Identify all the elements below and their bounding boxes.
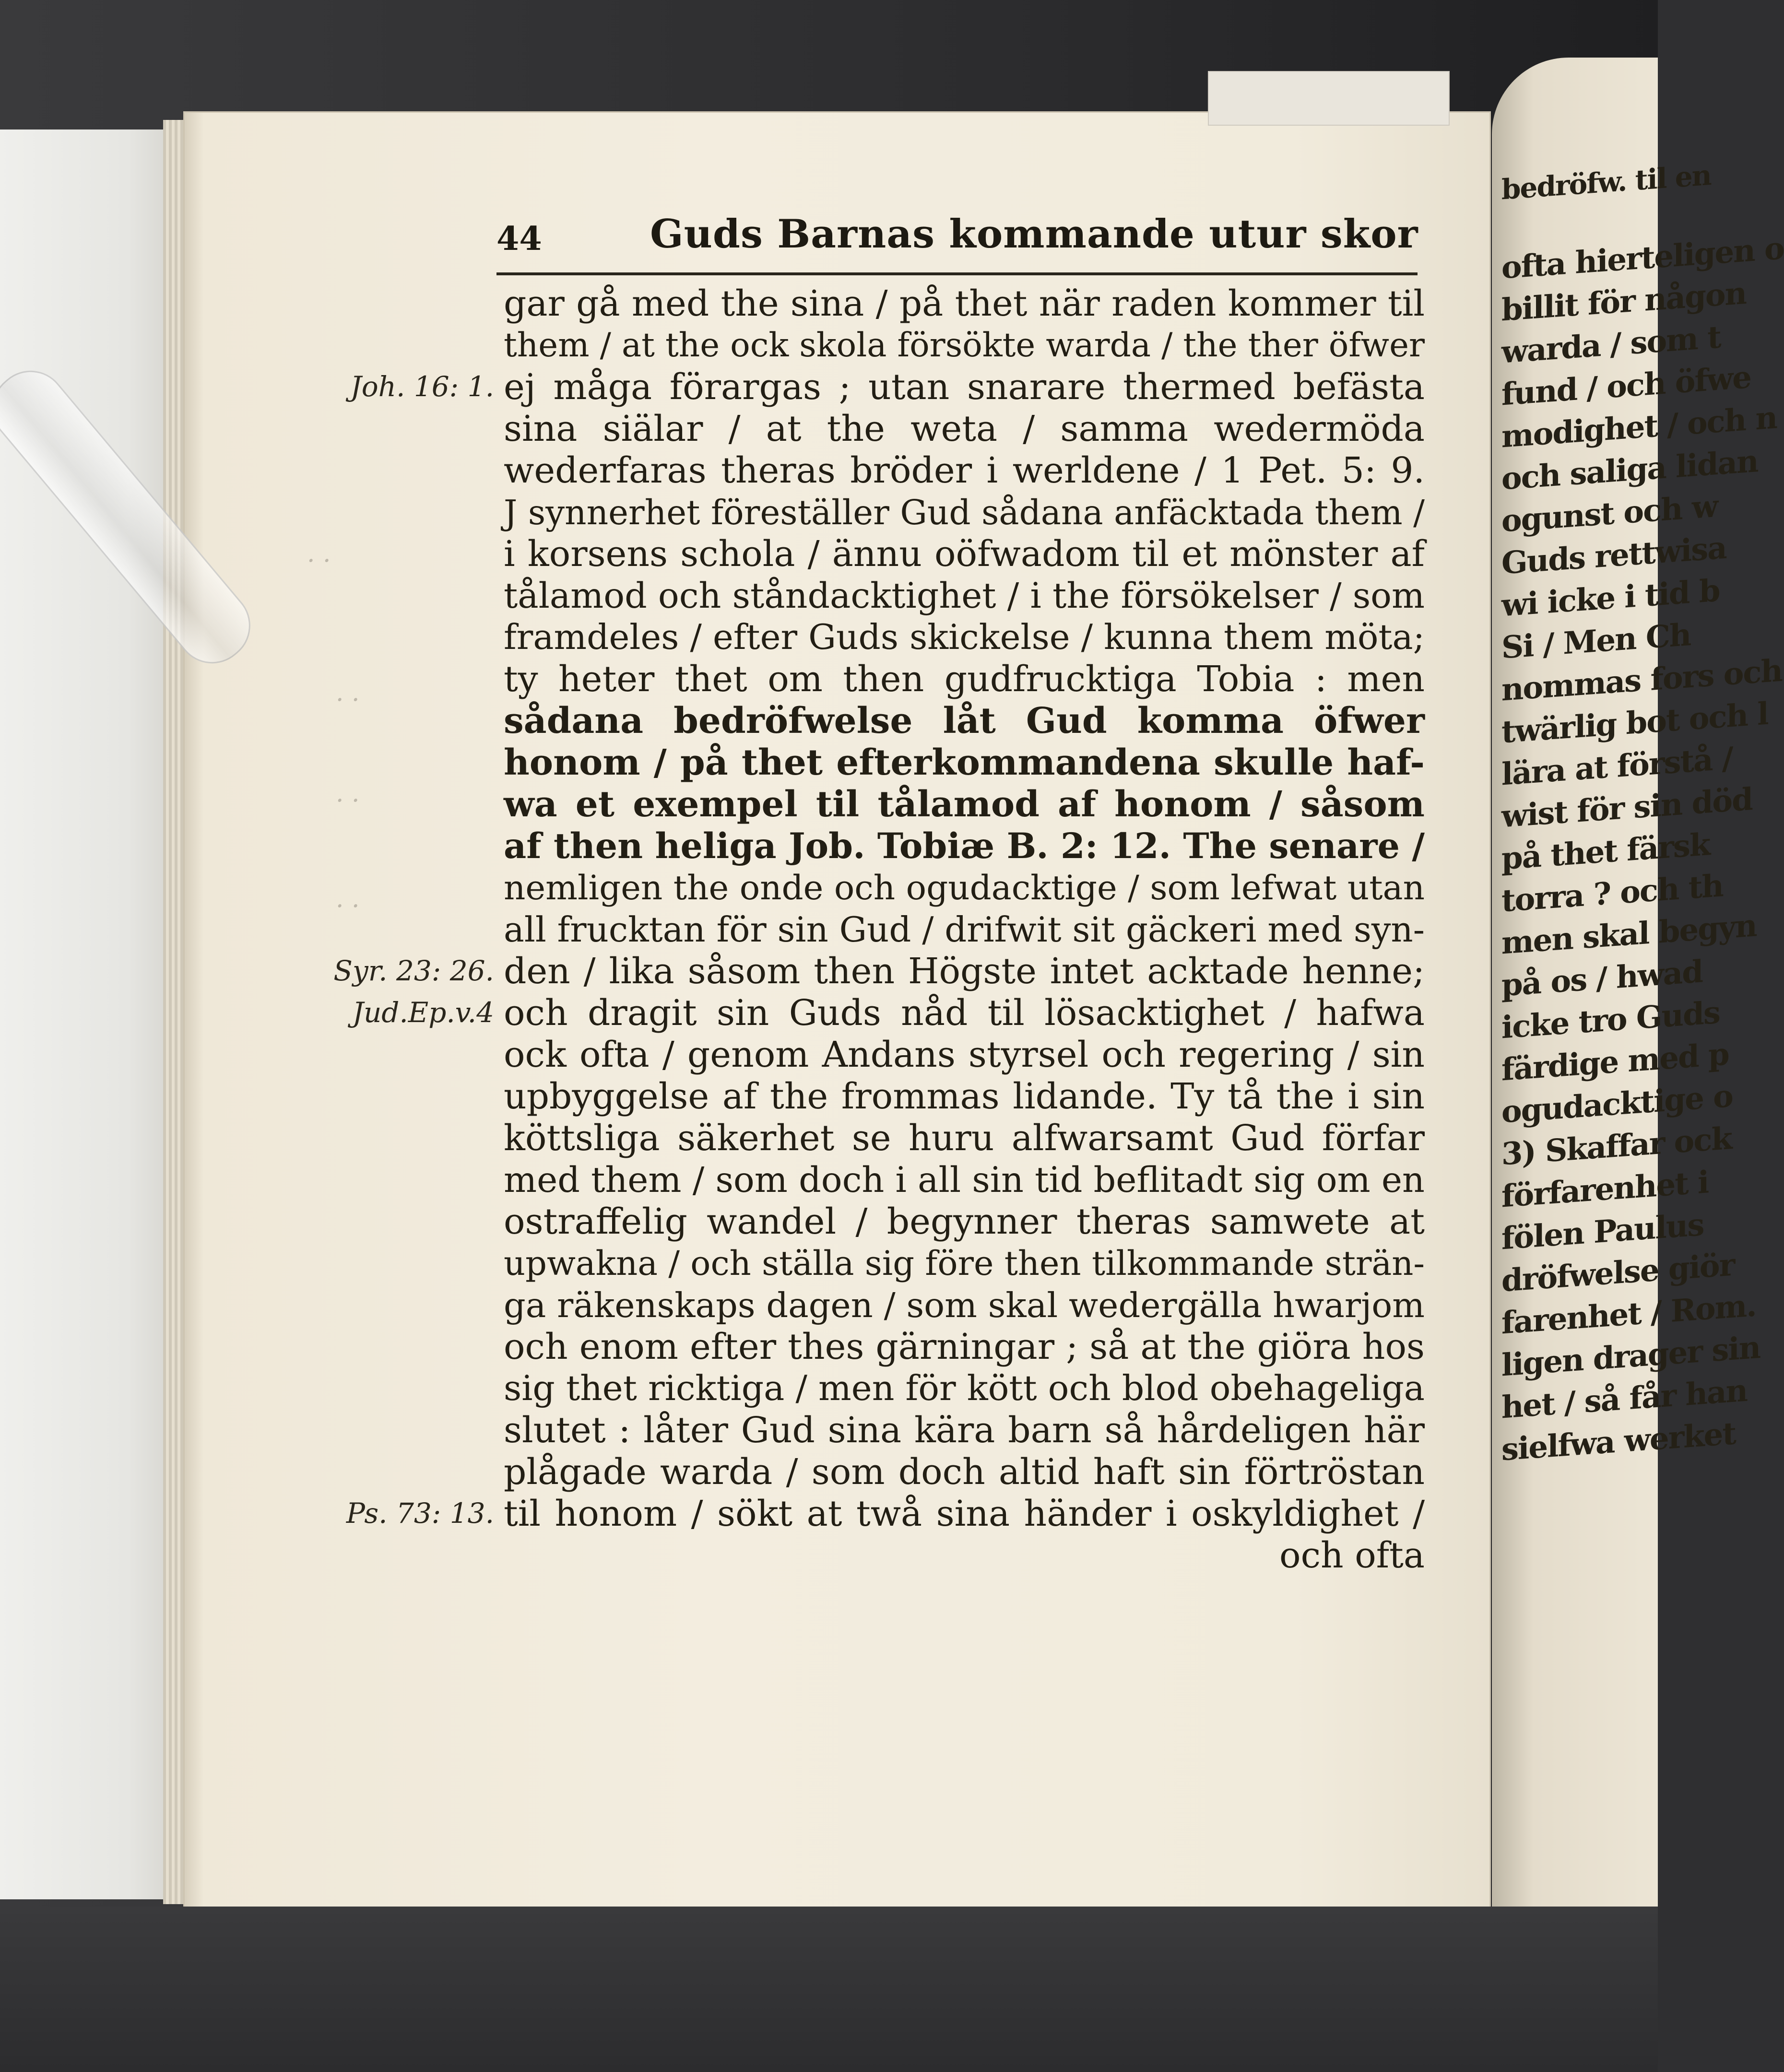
page-number: 44 — [496, 220, 542, 258]
text-line: J synnerhet föreställer Gud sådana anfäcktada them / — [504, 493, 1425, 532]
text-line: framdeles / efter Guds skickelse / kunna them möta; — [504, 617, 1425, 658]
text-line: ej måga förargas ; utan snarare thermed befästa — [504, 366, 1425, 408]
text-line: köttsliga säkerhet se huru alfwarsamt Gud förfar — [504, 1118, 1425, 1159]
text-line: wa et exempel til tålamod af honom / såsom — [504, 784, 1425, 825]
facing-text-line: men skal begyn — [1501, 907, 1757, 962]
margin-reference: Ps. 73: 13. — [346, 1497, 494, 1530]
text-line: upbyggelse af the frommas lidande. Ty tå the i sin — [504, 1076, 1425, 1117]
facing-text-line: 3) Skaffar ock — [1501, 1120, 1732, 1173]
text-line: plågade warda / som doch altid haft sin förtröstan — [504, 1451, 1425, 1493]
facing-text-line: Guds rettwisa — [1501, 530, 1726, 582]
facing-text-line: modighet / och n — [1501, 400, 1777, 455]
gutter-shadow — [185, 113, 204, 1907]
facing-text-line: ligen drager sin — [1501, 1329, 1760, 1384]
facing-text-line: lära at förstå / — [1501, 740, 1733, 793]
facing-text-line: förfarenhet i — [1501, 1164, 1709, 1215]
facing-text-line: farenhet / Rom. — [1501, 1287, 1756, 1342]
text-line: them / at the ock skola försökte warda / the ther öfwer — [504, 326, 1425, 365]
catchword: och ofta — [1279, 1535, 1425, 1576]
show-through-mark: · · — [307, 547, 331, 576]
body-text — [504, 283, 1425, 1577]
scan-base — [0, 1907, 1658, 2072]
facing-text-line: på os / hwad — [1501, 954, 1702, 1004]
facing-text-line: ogunst och w — [1501, 488, 1717, 540]
facing-text-line: icke tro Guds — [1501, 994, 1720, 1046]
text-line: af then heliga Job. Tobiæ B. 2: 12. The senare / — [504, 826, 1425, 867]
facing-text-line: ogudacktige o — [1501, 1078, 1733, 1130]
facing-text-line: het / så får han — [1501, 1372, 1748, 1426]
text-line: ty heter thet om then gudfrucktiga Tobia : men — [504, 659, 1425, 700]
facing-text-line: torra ? och th — [1501, 868, 1723, 919]
paper-tab — [1209, 72, 1449, 125]
show-through-mark: · · — [336, 686, 360, 715]
facing-text-line: färdige med p — [1501, 1036, 1729, 1088]
facing-text-line: billit för någon — [1501, 275, 1747, 329]
facing-text-line: fölen Paulus — [1501, 1207, 1704, 1257]
text-line: sådana bedröfwelse låt Gud komma öfwer — [504, 700, 1425, 742]
facing-text-line: fund / och öfwe — [1501, 359, 1751, 413]
text-line: ock ofta / genom Andans styrsel och regering / sin — [504, 1034, 1425, 1075]
facing-text-line: sielfwa werket — [1501, 1415, 1736, 1468]
text-line: nemligen the onde och ogudacktige / som lefwat utan — [504, 868, 1425, 907]
text-line: gar gå med the sina / på thet när raden kommer til — [504, 283, 1425, 324]
text-line: i korsens schola / ännu oöfwadom til et mönster af — [504, 533, 1425, 575]
facing-text-line: Si / Men Ch — [1501, 616, 1691, 666]
margin-reference: Jud.Ep.v.4 — [352, 996, 494, 1029]
facing-text-line: nommas fors och — [1501, 652, 1782, 708]
facing-text-line: warda / som t — [1501, 319, 1721, 371]
show-through-mark: · · — [336, 892, 360, 921]
facing-running-head: bedröfw. til en — [1501, 158, 1711, 206]
facing-page — [1492, 58, 1784, 2072]
facing-text-line: på thet färsk — [1501, 826, 1710, 877]
text-line: sina siälar / at the weta / samma wedermöda — [504, 408, 1425, 449]
text-line: slutet : låter Gud sina kära barn så hårdeligen här — [504, 1410, 1425, 1451]
show-through-mark: · · — [336, 787, 360, 815]
facing-text-line: twärlig bot och l — [1501, 695, 1768, 751]
facing-text-line: wist för sin död — [1501, 781, 1752, 835]
text-line: ga räkenskaps dagen / som skal wedergälla hwarjom — [504, 1285, 1425, 1325]
text-line: all frucktan för sin Gud / drifwit sit gäckeri med syn- — [504, 909, 1425, 950]
text-line: sig thet ricktiga / men för kött och blod obehageliga — [504, 1368, 1425, 1409]
text-line: den / lika såsom then Högste intet acktade henne; — [504, 951, 1425, 992]
head-rule — [496, 272, 1418, 275]
margin-reference: Joh. 16: 1. — [350, 370, 494, 403]
running-head-title: Guds Barnas kommande utur skor — [650, 211, 1418, 257]
text-line: tålamod och ståndacktighet / i the försökelser / som — [504, 576, 1425, 616]
text-line: til honom / sökt at twå sina händer i oskyldighet / — [504, 1493, 1425, 1534]
text-line: och enom efter thes gärningar ; så at the giöra hos — [504, 1326, 1425, 1367]
text-line: med them / som doch i all sin tid beflitadt sig om en — [504, 1160, 1425, 1201]
facing-text-line: ofta hierteligen o — [1501, 230, 1784, 286]
text-line: ostraffelig wandel / begynner theras samwete at — [504, 1201, 1425, 1242]
text-line: honom / på thet efterkommandena skulle haf- — [504, 742, 1425, 783]
text-line: wederfaras theras bröder i werldene / 1 Pet. 5: 9. — [504, 450, 1425, 491]
text-line: och dragit sin Guds nåd til lösacktighet / hafwa — [504, 992, 1425, 1034]
facing-text-line: och saliga lidan — [1501, 443, 1758, 497]
text-line: upwakna / och ställa sig före then tilkommande strän- — [504, 1244, 1425, 1283]
facing-text-line: dröfwelse giör — [1501, 1247, 1735, 1299]
margin-reference: Syr. 23: 26. — [333, 954, 494, 987]
running-head — [496, 211, 1418, 264]
facing-text-line: wi icke i tid b — [1501, 572, 1720, 624]
